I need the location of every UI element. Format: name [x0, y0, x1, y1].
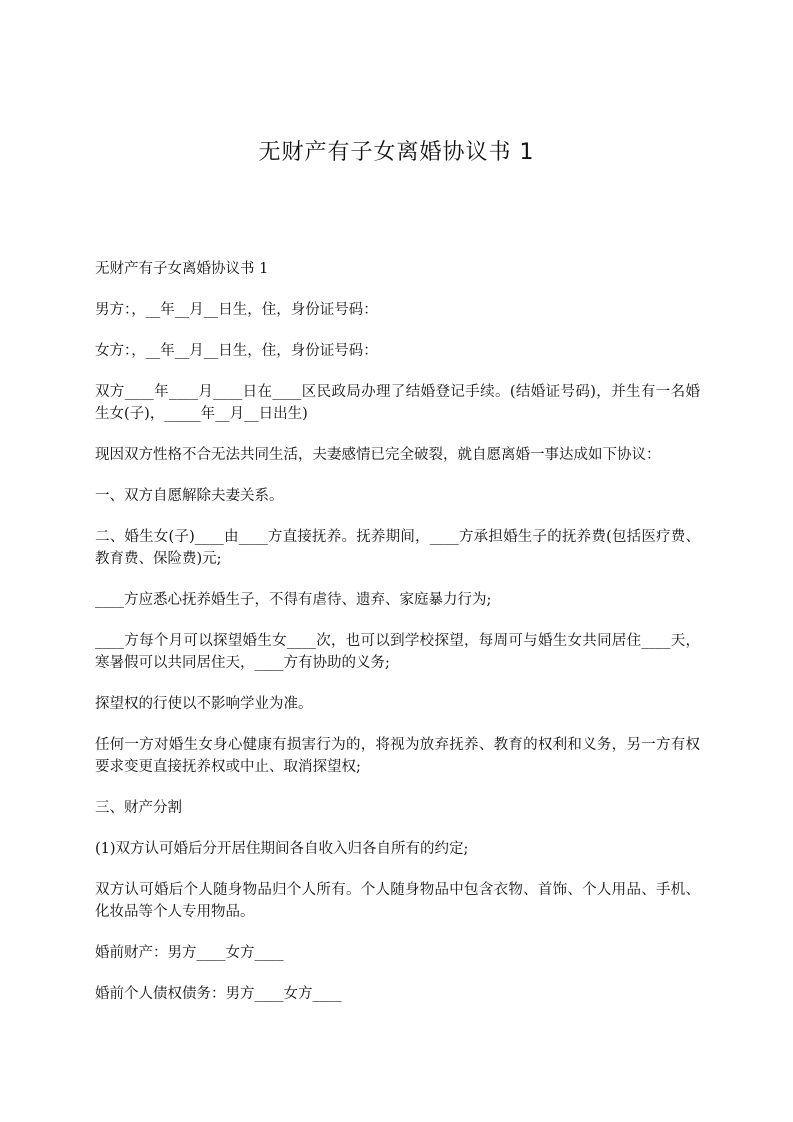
paragraph-visitation: ____方每个月可以探望婚生女____次，也可以到学校探望，每周可与婚生女共同居住____天，寒暑假可以共同居住天，____方有协助的义务; — [95, 633, 700, 671]
paragraph-clause-1: 一、双方自愿解除夫妻关系。 — [95, 488, 284, 504]
paragraph-marriage-registration: 双方____年____月____日在____区民政局办理了结婚登记手续。(结婚证号码)，并生有一名婚生女(子)，_____年__月__日出生) — [95, 384, 700, 422]
paragraph-custody-change: 任何一方对婚生女身心健康有损害行为的，将视为放弃抚养、教育的权利和义务，另一方有权要求变更直接抚养权或中止、取消探望权; — [95, 737, 700, 775]
paragraph-care-duty: ____方应悉心抚养婚生子，不得有虐待、遗弃、家庭暴力行为; — [95, 592, 492, 608]
paragraph-premarital-debts: 婚前个人债权债务：男方____女方____ — [95, 986, 342, 1002]
paragraph-premarital-property: 婚前财产：男方____女方____ — [95, 945, 284, 961]
paragraph-income: (1)双方认可婚后分开居住期间各自收入归各自所有的约定; — [95, 841, 469, 857]
paragraph-heading: 无财产有子女离婚协议书 1 — [95, 261, 269, 277]
paragraph-personal-items: 双方认可婚后个人随身物品归个人所有。个人随身物品中包含衣物、首饰、个人用品、手机、化妆品等个人专用物品。 — [95, 882, 700, 920]
document-body — [95, 258, 700, 1024]
paragraph-reason: 现因双方性格不合无法共同生活，夫妻感情已完全破裂，就自愿离婚一事达成如下协议： — [95, 447, 661, 463]
paragraph-female-party: 女方：，__年__月__日生，住，身份证号码： — [95, 343, 378, 359]
paragraph-visitation-limit: 探望权的行使以不影响学业为准。 — [95, 696, 313, 712]
paragraph-clause-2: 二、婚生女(子)____由____方直接抚养。抚养期间，____方承担婚生子的抚养费(包括医疗费、教育费、保险费)元; — [95, 529, 700, 567]
paragraph-clause-3: 三、财产分割 — [95, 800, 182, 816]
document-title: 无财产有子女离婚协议书 1 — [258, 140, 535, 165]
paragraph-male-party: 男方：，__年__月__日生，住，身份证号码： — [95, 302, 378, 318]
